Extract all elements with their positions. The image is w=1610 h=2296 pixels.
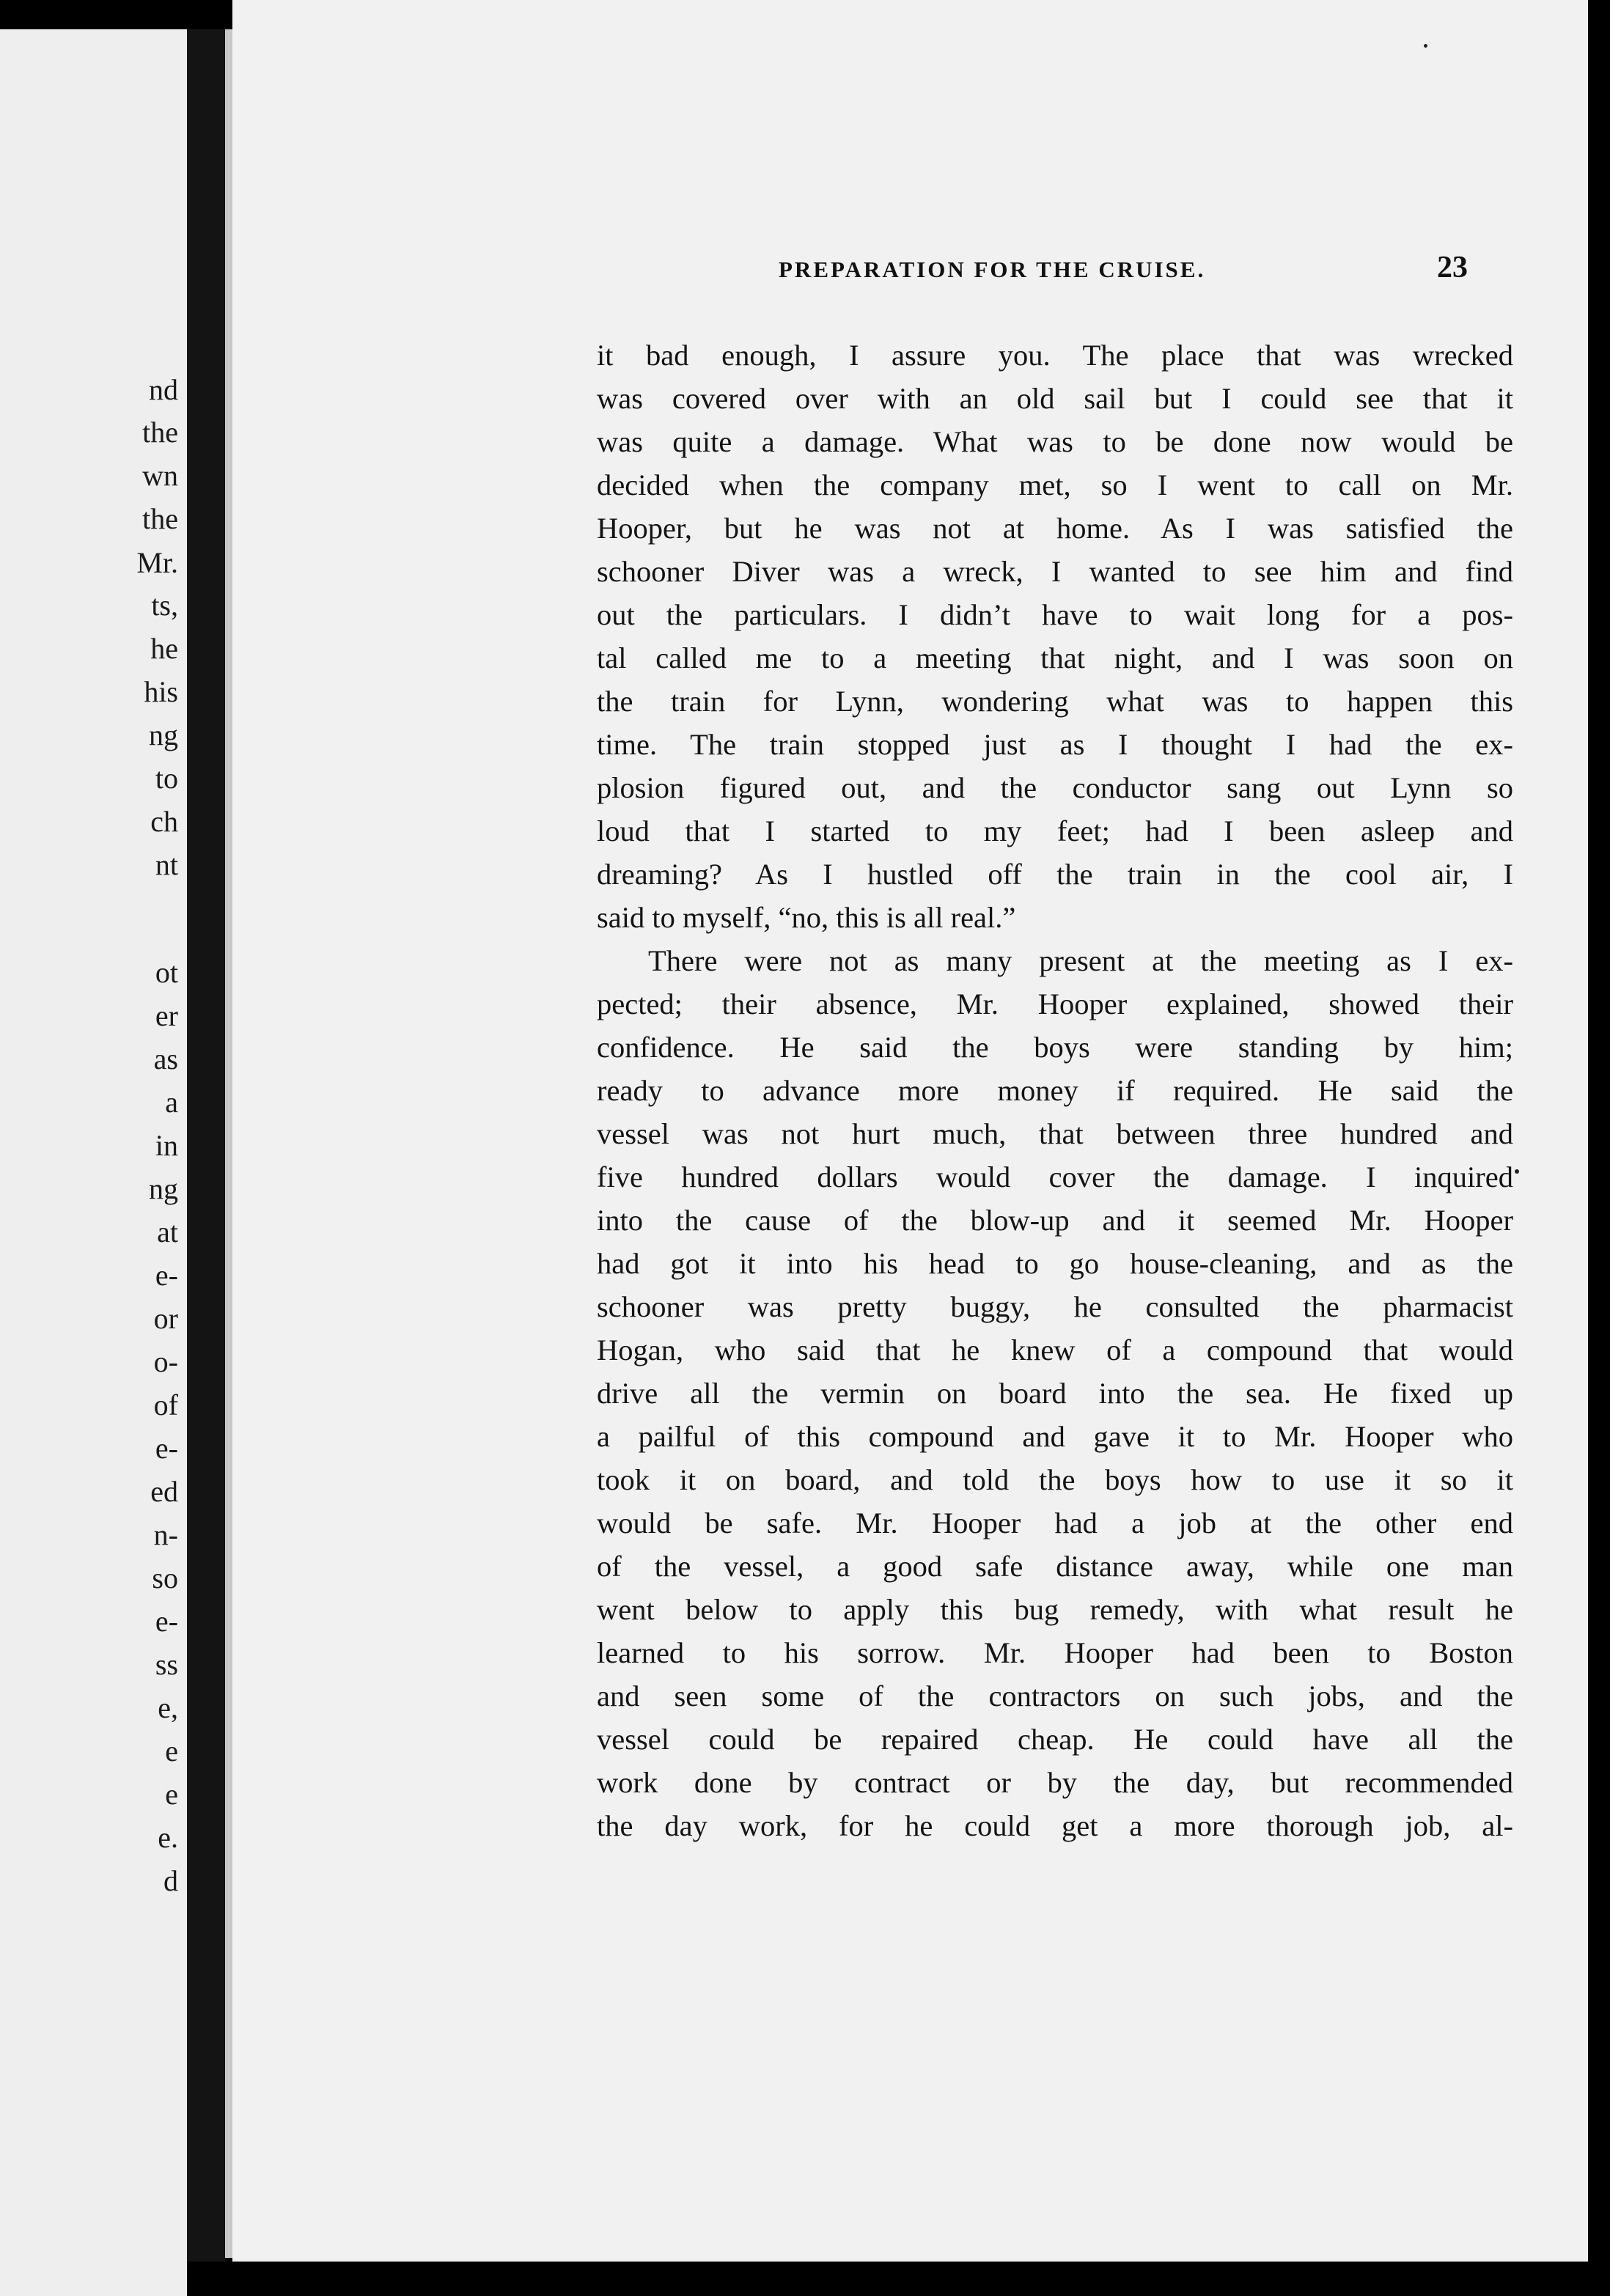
left-page-fragment: as bbox=[153, 1042, 178, 1075]
left-page-fragment: so bbox=[152, 1561, 178, 1594]
left-page-fragment: n- bbox=[153, 1518, 178, 1551]
left-page-fragment: o- bbox=[153, 1345, 178, 1378]
text-line: had got it into his head to go house-cleaning, and as the bbox=[597, 1247, 1513, 1280]
text-line: confidence. He said the boys were standing by him; bbox=[597, 1031, 1513, 1064]
text-line: the day work, for he could get a more thorough job, al- bbox=[597, 1809, 1513, 1842]
left-page-fragment: ng bbox=[149, 718, 178, 751]
text-line: decided when the company met, so I went to call on Mr. bbox=[597, 468, 1513, 501]
left-page-fragment: the bbox=[142, 416, 178, 449]
text-line: took it on board, and told the boys how to use it so it bbox=[597, 1463, 1513, 1496]
left-page-fragment: ot bbox=[155, 956, 178, 989]
text-line: would be safe. Mr. Hooper had a job at the other end bbox=[597, 1506, 1513, 1539]
text-line: went below to apply this bug remedy, with what result he bbox=[597, 1593, 1513, 1626]
text-line: Hogan, who said that he knew of a compound that would bbox=[597, 1333, 1513, 1366]
text-line: out the particulars. I didn’t have to wait long for a pos- bbox=[597, 598, 1513, 631]
text-line: loud that I started to my feet; had I been asleep and bbox=[597, 814, 1513, 847]
left-page-fragment: or bbox=[153, 1302, 178, 1335]
left-page-fragment: to bbox=[155, 762, 178, 795]
left-page-fragment: d bbox=[163, 1864, 178, 1897]
text-line: the train for Lynn, wondering what was to happen this bbox=[597, 685, 1513, 718]
text-line: pected; their absence, Mr. Hooper explained, showed their bbox=[597, 987, 1513, 1020]
speck bbox=[1515, 1169, 1519, 1174]
page-number: 23 bbox=[1437, 251, 1468, 284]
left-page-fragment: e bbox=[165, 1734, 178, 1767]
left-page-fragment: ng bbox=[149, 1172, 178, 1205]
left-page-fragment: a bbox=[165, 1086, 178, 1119]
text-line: five hundred dollars would cover the damage. I inquired bbox=[597, 1160, 1513, 1193]
text-line: was quite a damage. What was to be done now would be bbox=[597, 425, 1513, 458]
speck bbox=[1424, 44, 1427, 48]
left-page-fragment: wn bbox=[142, 459, 178, 492]
text-line: schooner Diver was a wreck, I wanted to see him and find bbox=[597, 555, 1513, 588]
left-page-fragment: ts, bbox=[151, 589, 178, 622]
left-page-fragment: his bbox=[144, 675, 178, 708]
text-line: and seen some of the contractors on such jobs, and the bbox=[597, 1679, 1513, 1712]
text-line: ready to advance more money if required. He said the bbox=[597, 1074, 1513, 1107]
left-page-fragment: e- bbox=[155, 1605, 178, 1638]
text-line: vessel could be repaired cheap. He could have all the bbox=[597, 1723, 1513, 1756]
text-line: a pailful of this compound and gave it to Mr. Hooper who bbox=[597, 1420, 1513, 1453]
left-page-fragment: he bbox=[150, 632, 178, 665]
right-page bbox=[232, 0, 1588, 2262]
text-line: drive all the vermin on board into the sea. He fixed up bbox=[597, 1377, 1513, 1410]
paragraph-1 bbox=[597, 334, 1513, 939]
left-page-fragment: e, bbox=[158, 1691, 178, 1724]
text-line: Hooper, but he was not at home. As I was satisfied the bbox=[597, 512, 1513, 545]
left-page-fragment: Mr. bbox=[136, 546, 178, 579]
left-page-fragment: ss bbox=[155, 1648, 178, 1681]
text-line: There were not as many present at the meeting as I ex- bbox=[648, 944, 1513, 977]
paragraph-2 bbox=[597, 939, 1513, 1847]
text-line: said to myself, “no, this is all real.” bbox=[597, 901, 1016, 934]
bottom-edge-shadow bbox=[187, 2262, 1610, 2296]
book-gutter bbox=[187, 29, 225, 2265]
left-page bbox=[0, 29, 187, 2296]
text-line: work done by contract or by the day, but recommended bbox=[597, 1766, 1513, 1799]
text-line: learned to his sorrow. Mr. Hooper had been to Boston bbox=[597, 1636, 1513, 1669]
left-page-fragment: e- bbox=[155, 1259, 178, 1292]
left-page-fragment: the bbox=[142, 502, 178, 535]
text-line: time. The train stopped just as I thought I had the ex- bbox=[597, 728, 1513, 761]
text-line: it bad enough, I assure you. The place that was wrecked bbox=[597, 339, 1513, 372]
text-line: was covered over with an old sail but I could see that it bbox=[597, 382, 1513, 415]
left-page-fragment: at bbox=[157, 1215, 178, 1248]
text-line: plosion figured out, and the conductor sang out Lynn so bbox=[597, 771, 1513, 804]
left-page-fragment: e bbox=[165, 1778, 178, 1811]
text-line: into the cause of the blow-up and it seemed Mr. Hooper bbox=[597, 1204, 1513, 1237]
left-page-fragment: nd bbox=[149, 373, 178, 406]
text-line: schooner was pretty buggy, he consulted the pharmacist bbox=[597, 1290, 1513, 1323]
left-page-fragment: er bbox=[155, 999, 178, 1032]
body-text bbox=[597, 334, 1513, 1847]
left-page-fragment: e- bbox=[155, 1432, 178, 1465]
left-page-fragment: of bbox=[153, 1388, 178, 1421]
gutter-edge bbox=[225, 29, 232, 2258]
left-page-fragment: nt bbox=[155, 848, 178, 881]
text-line: vessel was not hurt much, that between three hundred and bbox=[597, 1117, 1513, 1150]
left-page-fragment: ch bbox=[150, 805, 178, 838]
text-line: dreaming? As I hustled off the train in the cool air, I bbox=[597, 858, 1513, 891]
text-line: of the vessel, a good safe distance away, while one man bbox=[597, 1550, 1513, 1583]
text-line: tal called me to a meeting that night, and I was soon on bbox=[597, 641, 1513, 674]
left-page-fragment: in bbox=[155, 1129, 178, 1162]
page-edge-shadow bbox=[1588, 0, 1610, 2296]
left-page-fragment: e. bbox=[158, 1821, 178, 1854]
running-header: PREPARATION FOR THE CRUISE. bbox=[779, 257, 1206, 282]
left-page-fragment: ed bbox=[150, 1475, 178, 1508]
